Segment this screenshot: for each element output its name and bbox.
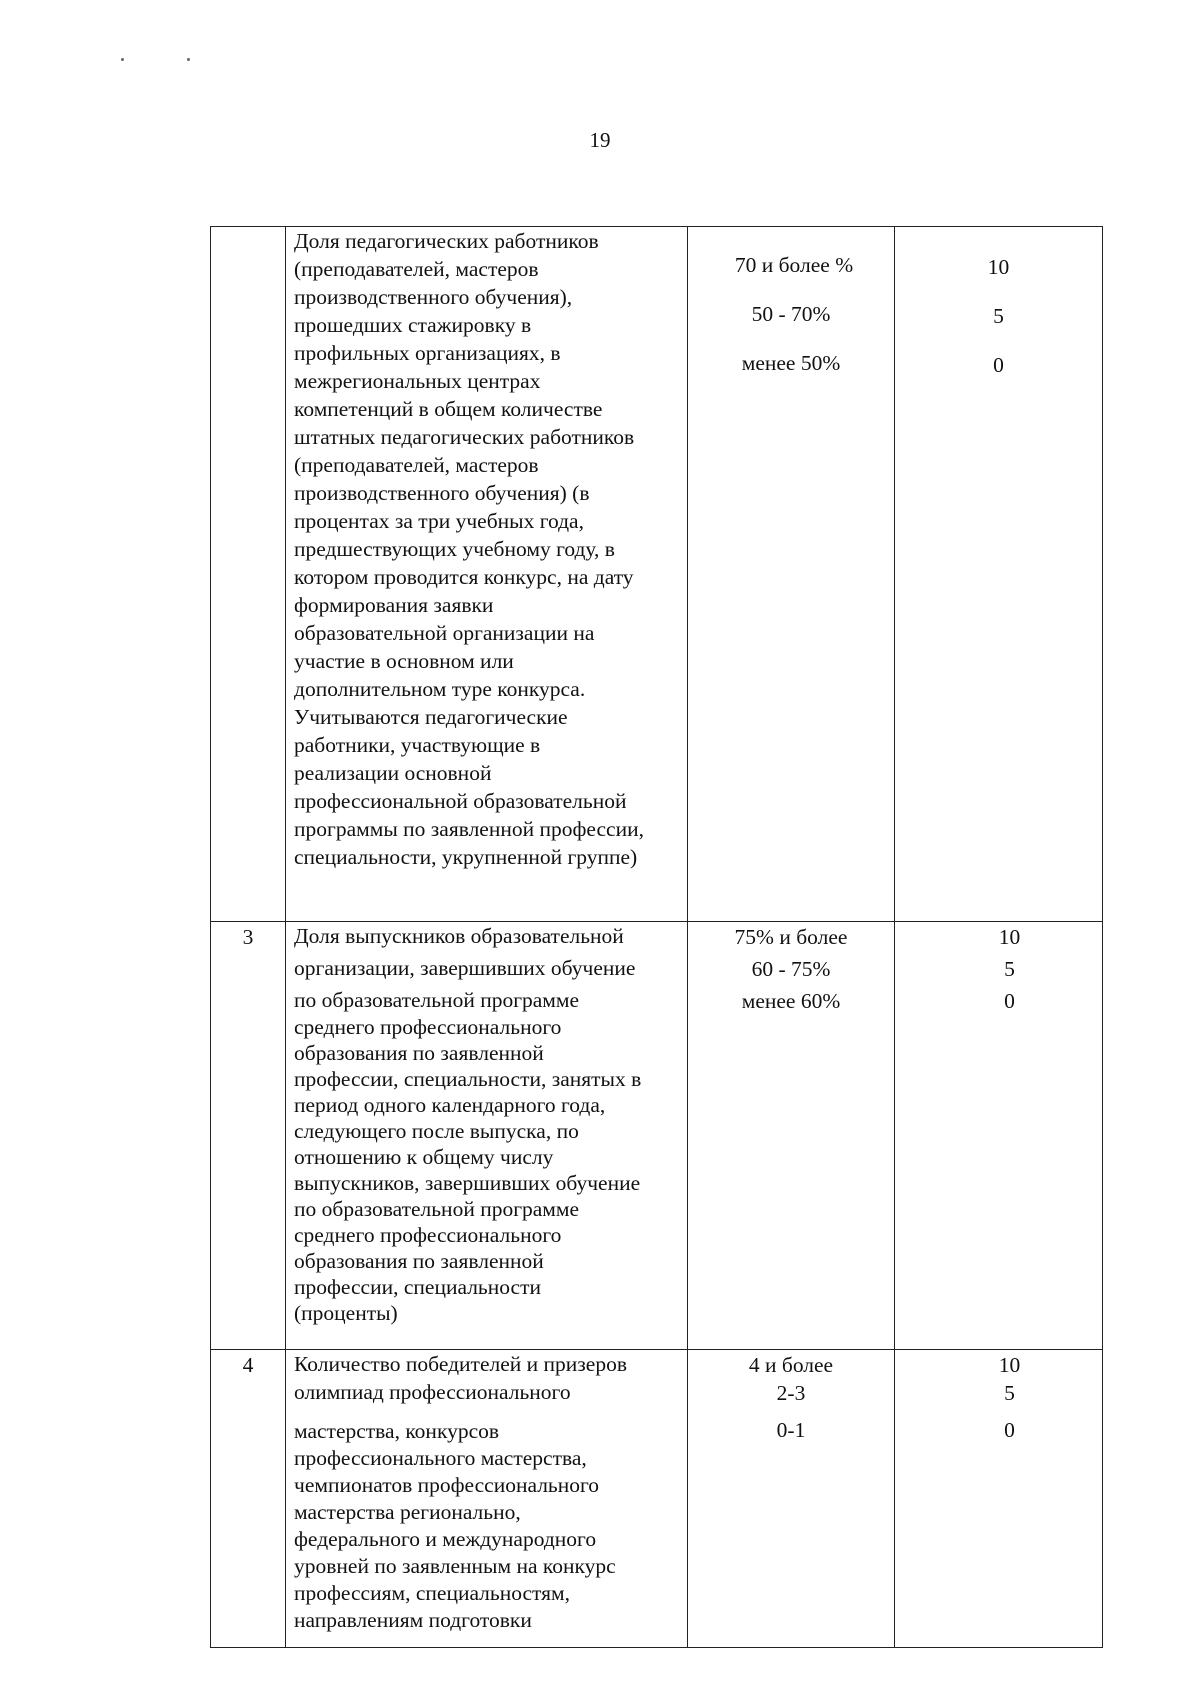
description-line: Учитываются педагогические (294, 705, 568, 729)
description-line: реализации основной (294, 761, 492, 785)
table-row (211, 227, 1103, 922)
scan-mark (187, 58, 190, 61)
page-number: 19 (589, 128, 611, 152)
description-line: чемпионатов профессионального (294, 1473, 600, 1497)
description-line: федерального и международного (294, 1527, 597, 1551)
description-line: формирования заявки (294, 593, 494, 617)
value-range: менее 60% (741, 989, 841, 1013)
description-line: образования по заявленной (294, 1041, 544, 1065)
description-line: профессии, специальности (294, 1275, 541, 1299)
row-number: 4 (211, 1350, 286, 1648)
description-line: программы по заявленной профессии, (294, 817, 644, 841)
criterion-values (688, 922, 895, 1350)
description-line: Доля выпускников образовательной (294, 924, 624, 948)
description-line: предшествующих учебному году, в (294, 537, 615, 561)
description-line: образования по заявленной (294, 1249, 544, 1273)
row-number: 3 (211, 922, 286, 1350)
criterion-scores (895, 1350, 1103, 1648)
description-line: организации, завершивших обучение (294, 956, 636, 980)
description-line: профессионального мастерства, (294, 1446, 587, 1470)
description-line: профессиям, специальностям, (294, 1581, 571, 1605)
description-line: по образовательной программе (294, 988, 580, 1012)
description-line: (преподавателей, мастеров (294, 453, 539, 477)
description-line: процентах за три учебных года, (294, 509, 584, 533)
description-line: работники, участвующие в (294, 733, 541, 757)
description-line: (проценты) (294, 1301, 398, 1325)
description-line: мастерства, конкурсов (294, 1419, 500, 1443)
description-line: межрегиональных центрах (294, 369, 541, 393)
value-range: менее 50% (741, 351, 841, 375)
criterion-description (286, 1350, 688, 1648)
description-line: олимпиад профессионального (294, 1380, 571, 1404)
description-line: среднего профессионального (294, 1223, 562, 1247)
row-number (211, 227, 286, 922)
description-line: профессии, специальности, занятых в (294, 1067, 642, 1091)
value-range: 0-1 (776, 1418, 806, 1442)
description-line: выпускников, завершивших обучение (294, 1171, 641, 1195)
description-line: Доля педагогических работников (294, 229, 599, 253)
scan-mark (121, 58, 124, 61)
score: 10 (998, 1353, 1021, 1377)
description-line: штатных педагогических работников (294, 425, 635, 449)
criterion-description (286, 227, 688, 922)
description-line: отношению к общему числу (294, 1145, 554, 1169)
score: 10 (987, 255, 1010, 279)
score: 0 (1004, 1418, 1015, 1442)
description-line: профильных организациях, в (294, 341, 561, 365)
criterion-values (688, 1350, 895, 1648)
description-line: специальности, укрупненной группе) (294, 845, 638, 869)
value-range: 2-3 (776, 1381, 806, 1405)
description-line: производственного обучения) (в (294, 481, 590, 505)
description-line: среднего профессионального (294, 1015, 562, 1039)
value-range: 50 - 70% (751, 302, 831, 326)
score: 5 (1004, 1381, 1015, 1405)
description-line: (преподавателей, мастеров (294, 257, 539, 281)
score: 5 (993, 304, 1004, 328)
description-line: профессиональной образовательной (294, 789, 627, 813)
description-line: дополнительном туре конкурса. (294, 677, 586, 701)
score: 5 (1004, 957, 1015, 981)
value-range: 4 и более (748, 1353, 834, 1377)
description-line: направлениям подготовки (294, 1608, 532, 1632)
value-range: 60 - 75% (751, 957, 831, 981)
description-line: уровней по заявленным на конкурс (294, 1554, 616, 1578)
value-range: 70 и более % (734, 253, 854, 277)
description-line: период одного календарного года, (294, 1093, 606, 1117)
table-row (211, 1350, 1103, 1648)
criterion-description (286, 922, 688, 1350)
description-line: производственного обучения), (294, 285, 573, 309)
description-line: образовательной организации на (294, 621, 595, 645)
score: 0 (1004, 989, 1015, 1013)
score: 10 (998, 925, 1021, 949)
description-line: компетенций в общем количестве (294, 397, 603, 421)
description-line: прошедших стажировку в (294, 313, 532, 337)
description-line: мастерства регионально, (294, 1500, 521, 1524)
criteria-table (210, 226, 1103, 1648)
value-range: 75% и более (734, 925, 848, 949)
criterion-scores (895, 227, 1103, 922)
criterion-values (688, 227, 895, 922)
description-line: по образовательной программе (294, 1197, 580, 1221)
table-row (211, 922, 1103, 1350)
score: 0 (993, 353, 1004, 377)
description-line: котором проводится конкурс, на дату (294, 565, 634, 589)
description-line: участие в основном или (294, 649, 514, 673)
description-line: следующего после выпуска, по (294, 1119, 579, 1143)
criterion-scores (895, 922, 1103, 1350)
description-line: Количество победителей и призеров (294, 1352, 627, 1376)
